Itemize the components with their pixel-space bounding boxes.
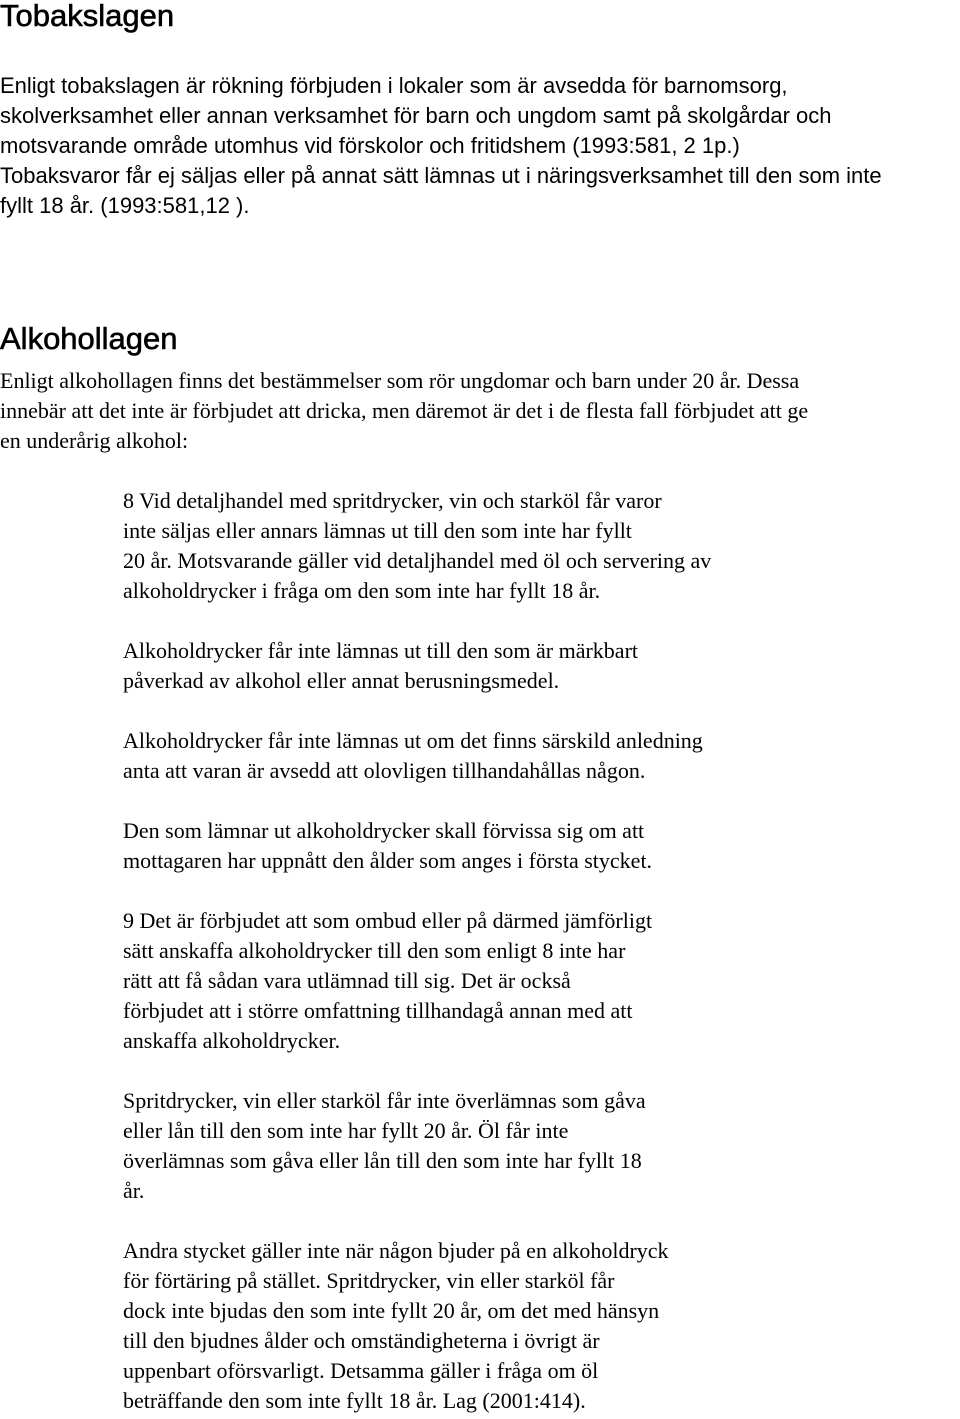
quote-line: 8 Vid detaljhandel med spritdrycker, vin och starköl får varor: [123, 488, 662, 513]
quote-line: anskaffa alkoholdrycker.: [123, 1028, 341, 1053]
quote-line: eller lån till den som inte har fyllt 20 år. Öl får inte: [123, 1118, 569, 1143]
tobakslagen-heading: Tobakslagen: [0, 0, 175, 33]
text-line: Enligt alkohollagen finns det bestämmelser som rör ungdomar och barn under 20 år. Dessa: [0, 368, 800, 393]
quote-line: Alkoholdrycker får inte lämnas ut till den som är märkbart: [123, 638, 639, 663]
quote-line: år.: [123, 1178, 145, 1203]
quote-line: överlämnas som gåva eller lån till den som inte har fyllt 18: [123, 1148, 642, 1173]
text-line: skolverksamhet eller annan verksamhet för barn och ungdom samt på skolgårdar och: [0, 103, 832, 128]
quote-line: mottagaren har uppnått den ålder som anges i första stycket.: [123, 848, 653, 873]
text-line: Tobaksvaror får ej säljas eller på annat sätt lämnas ut i näringsverksamhet till den som inte: [0, 163, 882, 188]
quote-line: dock inte bjudas den som inte fyllt 20 år, om det med hänsyn: [123, 1298, 660, 1323]
text-line: Enligt tobakslagen är rökning förbjuden i lokaler som är avsedda för barnomsorg,: [0, 73, 788, 98]
alkohollagen-heading: Alkohollagen: [0, 321, 178, 356]
quote-line: uppenbart oförsvarligt. Detsamma gäller i fråga om öl: [123, 1358, 599, 1383]
quote-line: 20 år. Motsvarande gäller vid detaljhandel med öl och servering av: [123, 548, 712, 573]
quote-line: till den bjudnes ålder och omständigheterna i övrigt är: [123, 1328, 600, 1353]
quote-line: beträffande den som inte fyllt 18 år. Lag (2001:414).: [123, 1388, 586, 1413]
quote-line: Andra stycket gäller inte när någon bjuder på en alkoholdryck: [123, 1238, 669, 1263]
quote-line: Spritdrycker, vin eller starköl får inte överlämnas som gåva: [123, 1088, 646, 1113]
text-line: motsvarande område utomhus vid förskolor och fritidshem (1993:581, 2 1p.): [0, 133, 740, 158]
quote-line: 9 Det är förbjudet att som ombud eller på därmed jämförligt: [123, 908, 653, 933]
quote-line: Alkoholdrycker får inte lämnas ut om det finns särskild anledning: [123, 728, 703, 753]
quote-line: Den som lämnar ut alkoholdrycker skall förvissa sig om att: [123, 818, 645, 843]
quote-line: alkoholdrycker i fråga om den som inte har fyllt 18 år.: [123, 578, 601, 603]
quote-line: för förtäring på stället. Spritdrycker, vin eller starköl får: [123, 1268, 615, 1293]
quote-line: sätt anskaffa alkoholdrycker till den som enligt 8 inte har: [123, 938, 626, 963]
quote-line: förbjudet att i större omfattning tillhandagå annan med att: [123, 998, 633, 1023]
quote-line: anta att varan är avsedd att olovligen tillhandahållas någon.: [123, 758, 646, 783]
quote-line: påverkad av alkohol eller annat berusningsmedel.: [123, 668, 560, 693]
quote-line: inte säljas eller annars lämnas ut till den som inte har fyllt: [123, 518, 632, 543]
text-line: innebär att det inte är förbjudet att dricka, men däremot är det i de flesta fall förbjudet att ge: [0, 398, 809, 423]
quote-line: rätt att få sådan vara utlämnad till sig. Det är också: [123, 968, 571, 993]
text-line: en underårig alkohol:: [0, 428, 189, 453]
text-line: fyllt 18 år. (1993:581,12 ).: [0, 193, 250, 218]
